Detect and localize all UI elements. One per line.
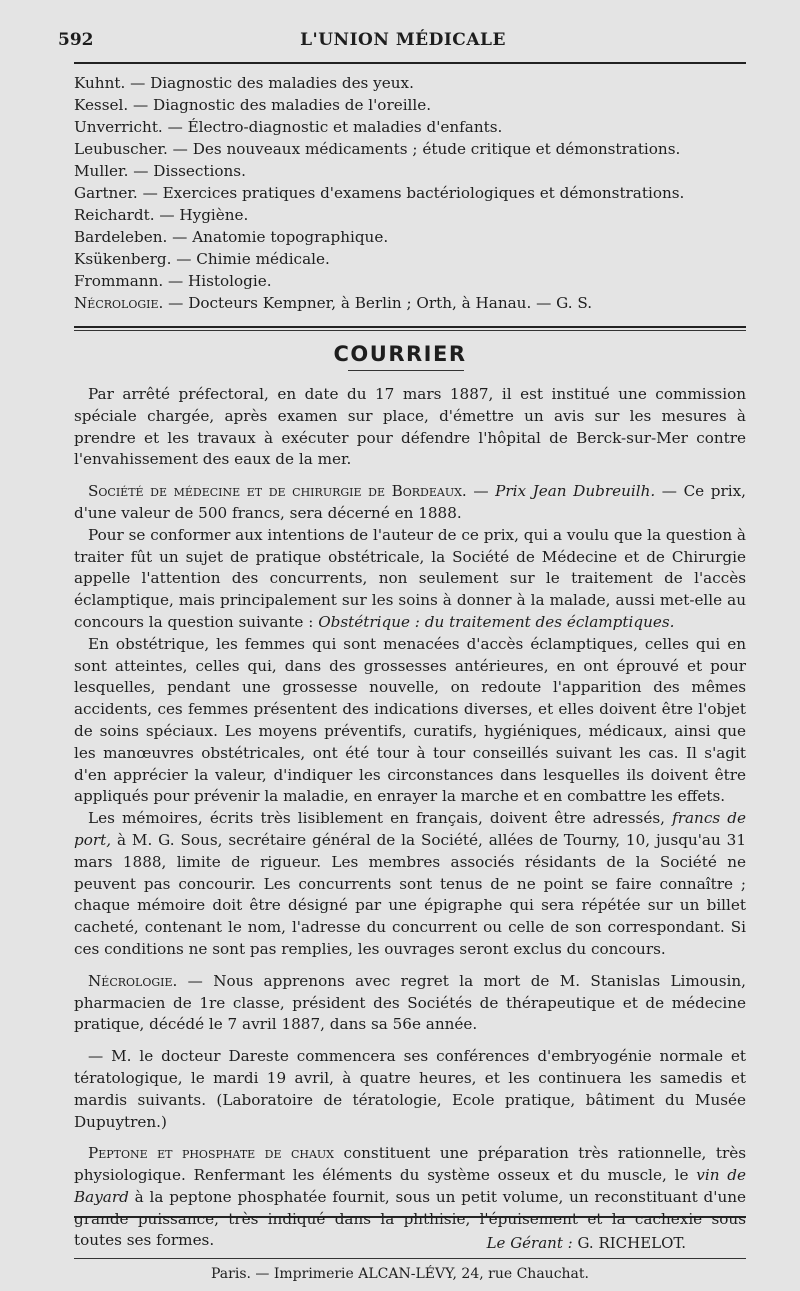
course-list (74, 72, 754, 314)
paragraph-necrologie (74, 971, 746, 1036)
necrologie-label: Nécrologie. (74, 294, 164, 312)
necrologie-line (74, 292, 754, 314)
list-item: Bardeleben. — Anatomie topographique. (74, 228, 389, 246)
list-item: Muller. — Dissections. (74, 162, 246, 180)
necrologie-text: — Nous apprenons avec regret la mort de M. Stanislas Limousin, pharmacien de 1re classe, président des Sociétés de thérapeutique et de médecine pratique, décédé le 7 avril 1887, dans sa 56e année. (74, 971, 746, 1034)
signature-role: Le Gérant : (486, 1234, 573, 1252)
vin-name: vin de Bayard (74, 1166, 746, 1206)
section-title-underline (348, 370, 464, 371)
question-title: Obstétrique : du traitement des éclamptiques. (318, 612, 675, 631)
question-intro: Pour se conformer aux intentions de l'auteur de ce prix, qui a voulu que la question à traiter fût un sujet de pratique obstétricale, la Société de Médecine et de Chirurgie appelle l'attention des concurrents, non seulement sur le traitement de l'accès éclamptique, mais principalement sur les soins à donner à la malade, aussi met-elle au concours la question suivante : (74, 525, 746, 631)
list-item: Gartner. — Exercices pratiques d'examens bactériologiques et démonstrations. (74, 184, 685, 202)
paragraph-dareste: — M. le docteur Dareste commencera ses conférences d'embryogénie normale et tératologique, le mardi 19 avril, à quatre heures, et les continuera les samedis et mardis suivants. (Laboratoire de tératologie, Ecole pratique, bâtiment du Musée Dupuytren.) (74, 1047, 746, 1131)
list-item: Leubuscher. — Des nouveaux médicaments ; étude critique et démonstrations. (74, 140, 681, 158)
franco-text: francs de port, (74, 809, 746, 849)
peptone-text: constituent une préparation très rationnelle, très physiologique. Renfermant les éléments du système osseux et du muscle, le (74, 1144, 746, 1185)
peptone-label: Peptone et phosphate de chaux (88, 1144, 335, 1163)
prize-text: — Ce prix, d'une valeur de 500 francs, sera décerné en 1888. (74, 482, 746, 522)
article-body (74, 384, 746, 1262)
list-item: Reichardt. — Hygiène. (74, 206, 249, 224)
list-item: Kessel. — Diagnostic des maladies de l'oreille. (74, 96, 432, 114)
paragraph-berck: Par arrêté préfectoral, en date du 17 mars 1887, il est institué une commission spéciale chargée, après examen sur place, d'émettre un avis sur les mesures à prendre et les travaux à exécuter pour défendre l'hôpital de Berck-sur-Mer contre l'envahissement des eaux de la mer. (74, 385, 746, 469)
list-item: Kuhnt. — Diagnostic des maladies des yeux. (74, 74, 414, 92)
journal-title: L'UNION MÉDICALE (300, 30, 506, 50)
footer-rule-top (74, 1216, 746, 1218)
submissions-text: Les mémoires, écrits très lisiblement en français, doivent être adressés, (88, 809, 673, 828)
list-item: Ksükenberg. — Chimie médicale. (74, 250, 330, 268)
paragraph-prize-question (74, 525, 746, 634)
necrologie-label: Nécrologie. (88, 971, 178, 990)
section-title: COURRIER (333, 342, 467, 366)
signature-name: G. RICHELOT. (572, 1234, 686, 1252)
society-label: Société de médecine et de chirurgie de Bordeaux. (88, 482, 467, 501)
submissions-rest: à M. G. Sous, secrétaire général de la Société, allées de Tourny, 10, jusqu'au 31 mars 1888, limite de rigueur. Les membres associés résidants de la Société ne peuvent pas concourir. Les concurrents sont tenus de ne point se faire connaître ; chaque mémoire doit être désigné par une épigraphe qui sera répétée sur un billet cacheté, contenant le nom, l'adresse du concurrent ou celle de son correspondant. Si ces conditions ne sont pas remplies, les ouvrages seront exclus du concours. (74, 830, 746, 958)
section-rule-bottom (74, 330, 746, 331)
signature (74, 1234, 686, 1252)
list-item: Frommann. — Histologie. (74, 272, 272, 290)
page-header (58, 30, 748, 60)
necrologie-text: — Docteurs Kempner, à Berlin ; Orth, à Hanau. — G. S. (163, 294, 593, 312)
paragraph-bordeaux-prize (74, 481, 746, 525)
dash: — (466, 482, 496, 501)
printer-imprint: Paris. — Imprimerie ALCAN-LÉVY, 24, rue Chauchat. (211, 1266, 589, 1282)
paragraph-obstetrics: En obstétrique, les femmes qui sont menacées d'accès éclamptiques, celles qui en sont atteintes, celles qui, dans des grossesses antérieures, en ont éprouvé et pour lesquelles, pendant une grossesse nouvelle, on redoute l'apparition des mêmes accidents, ces femmes présentent des indications diverses, et elles doivent être l'objet de soins spéciaux. Les moyens préventifs, curatifs, hygiéniques, médicaux, ainsi que les manœuvres obstétricales, ont été tour à tour conseillés suivant les cas. Il s'agit d'en apprécier la valeur, d'indiquer les circonstances dans lesquelles ils doivent être appliqués pour prévenir la maladie, en enrayer la marche et en combattre les effets. (74, 634, 746, 806)
peptone-rest: à la peptone phosphatée fournit, sous un petit volume, un reconstituant d'une grande puissance, très indiqué dans la phthisie, l'épuisement et la cachexie sous toutes ses formes. (74, 1187, 746, 1250)
section-rule-top (74, 326, 746, 328)
paragraph-submissions (74, 808, 746, 961)
page-number: 592 (58, 30, 94, 50)
header-rule (74, 62, 746, 64)
footer-rule-bottom (74, 1258, 746, 1259)
prize-name: Prix Jean Dubreuilh. (495, 482, 656, 501)
list-item: Unverricht. — Électro-diagnostic et maladies d'enfants. (74, 118, 503, 136)
